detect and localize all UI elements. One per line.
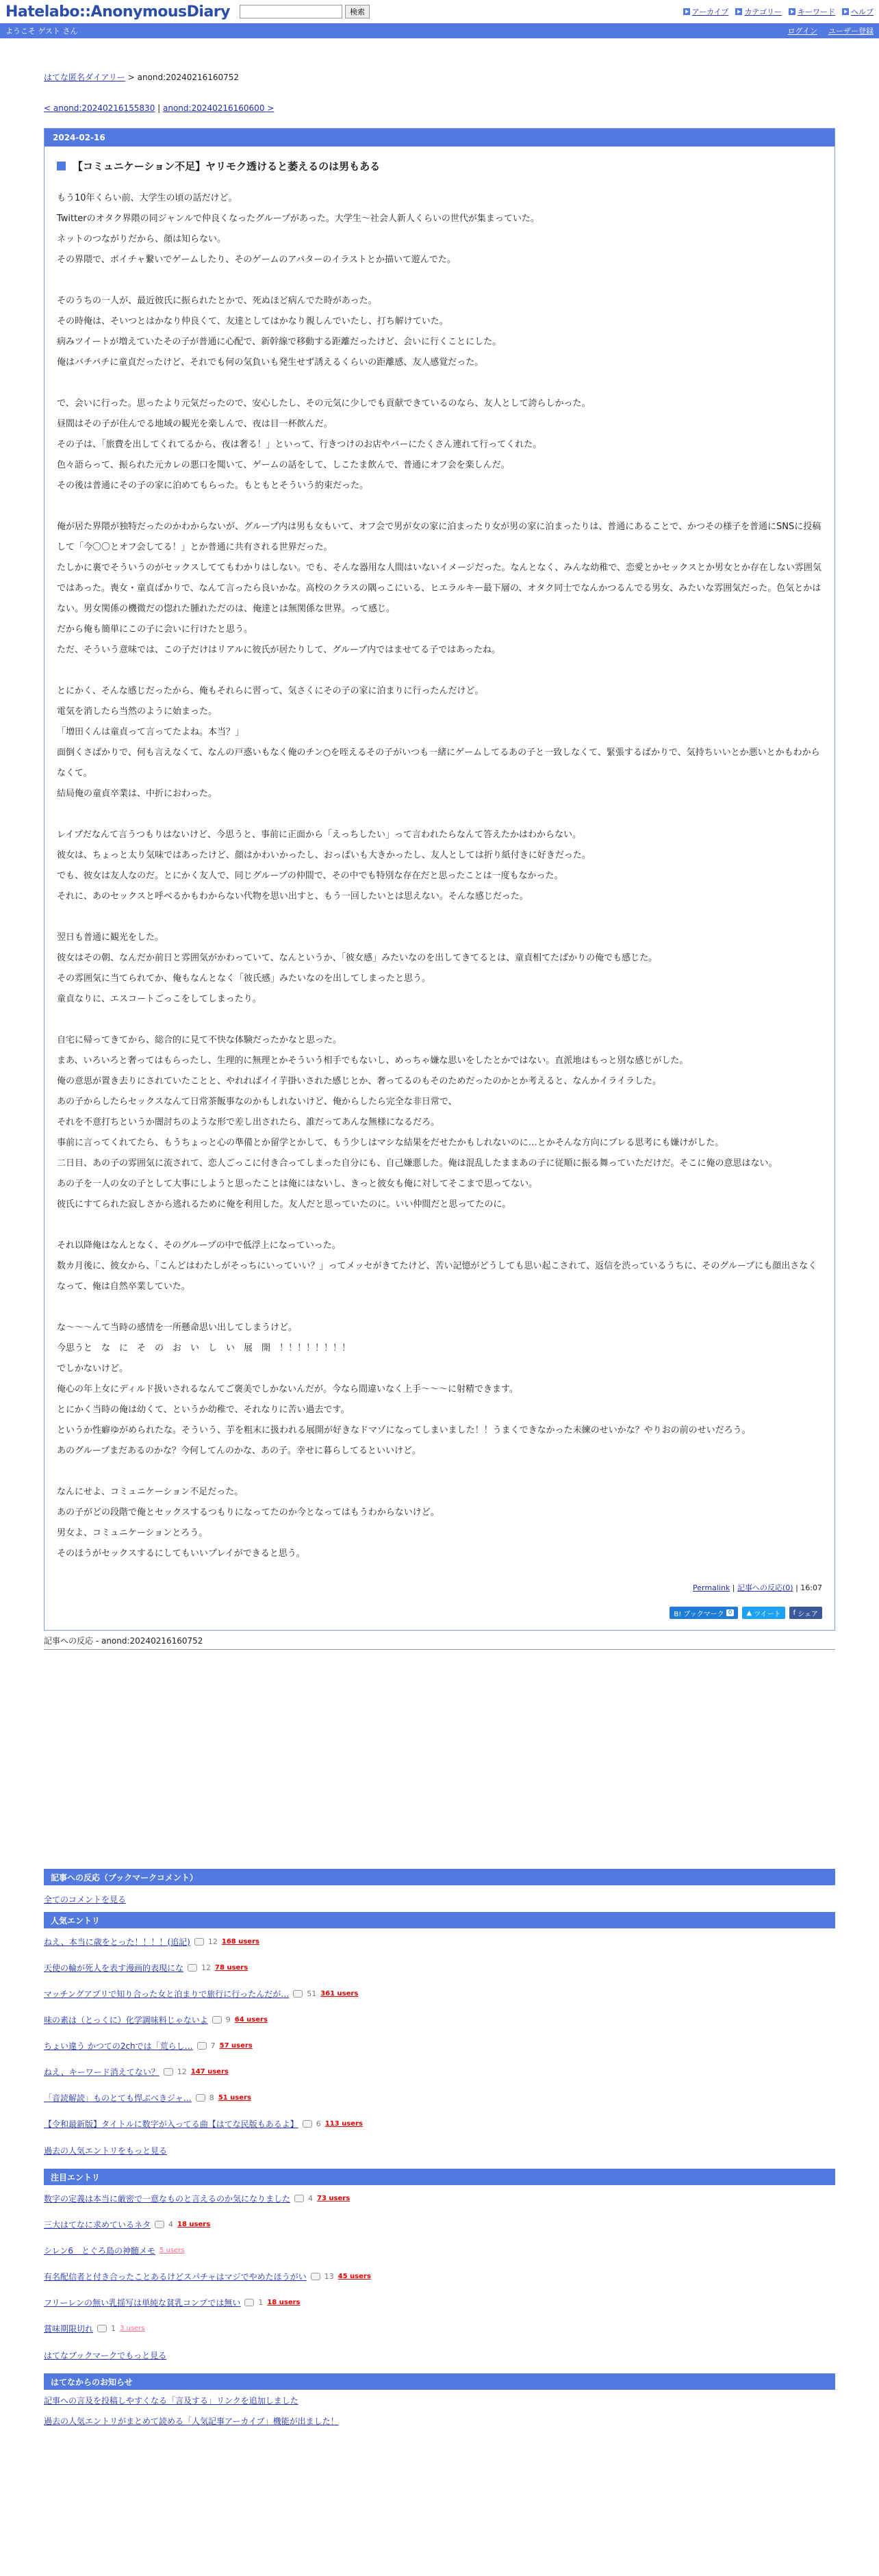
users-badge[interactable]: 78 users [215, 1963, 249, 1972]
comment-icon [188, 1964, 197, 1972]
breadcrumb-home-link[interactable]: はてな匿名ダイアリー [44, 73, 125, 82]
main-content [44, 38, 835, 2431]
entry-paragraph: 彼女はその朝、なんだか前日と雰囲気がかわっていて、なんというか、「彼女感」みたいなのを出してきてるとは、童貞相てたばかりの俺でも感じた。 [57, 953, 658, 963]
footer-separator: | [793, 1583, 801, 1592]
arrow-right-icon [735, 8, 742, 15]
entry-link[interactable]: 【令和最新版】タイトルに数字が入ってる曲【はてな民版もあるよ】 [44, 2119, 298, 2129]
entry-link[interactable]: 賞味期限切れ [44, 2323, 94, 2334]
pager [44, 103, 835, 113]
facebook-icon: f [793, 1609, 796, 1617]
comment-icon [244, 2299, 254, 2306]
top-nav [683, 6, 874, 17]
arrow-right-icon [683, 8, 690, 15]
entry-paragraph: その時俺は、そいつとはかなり仲良くて、友達としてはかなり親しんでいたし、打ち解けていた。 [57, 316, 448, 327]
entry-paragraph: そのうちの一人が、最近彼氏に振られたとかで、死ぬほど病んでた時があった。 [57, 296, 377, 306]
entry-paragraph: 事前に言ってくれてたら、もうちょっと心の準備とか留学とかして、もう少しはマシな結果をだせたかもしれないのに…とかそんな方向にブレる思考にも嫌けがした。 [57, 1138, 724, 1148]
entry-time: 16:07 [800, 1583, 822, 1592]
featured-list [44, 2185, 835, 2341]
site-logo[interactable]: Hatelabo::AnonymousDiary [5, 3, 230, 21]
comment-count: 8 [209, 2093, 214, 2102]
entry-paragraph [57, 496, 822, 517]
entry-paragraph: 俺が居た界隈が独特だったのかわからないが、グループ内は男も女もいて、オフ会で男が女の家に泊まったり女が男の家に泊まったりは、普通にあることで、かつその様子を普通にSNSに投稿して「今〇〇とオフ会してる！」とか普通に共有される世界だった。 [57, 522, 821, 552]
entry-paragraph: 病みツイートが増えていたその子が普通に心配で、新幹線で移動する距離だったけど、会いに行くことにした。 [57, 337, 502, 347]
entry-paragraph: 二日目、あの子の雰囲気に流されて、恋人ごっこに付き合ってしまった自分にも、自己嫌悪した。俺は混乱したままあの子に従順に振る舞っていただけだ。そこに俺の意思はない。 [57, 1158, 778, 1169]
entry-paragraph: 自宅に帰ってきてから、総合的に見て不快な体験だったかなと思った。 [57, 1035, 342, 1045]
reaction-line: 記事への反応 - anond:20240216160752 [44, 1631, 835, 1650]
users-badge[interactable]: 18 users [267, 2298, 301, 2306]
bird-icon: ▲ [746, 1609, 752, 1617]
welcome-text: ようこそ ゲスト さん [5, 27, 78, 36]
entry-paragraph: な〜〜〜んて当時の感情を一所懸命思い出してしまうけど。 [57, 1323, 298, 1333]
breadcrumb-current: anond:20240216160752 [137, 73, 240, 82]
entry-paragraph [57, 1462, 822, 1482]
entry-link[interactable]: ちょい違う かつての2chでは「荒らし… [44, 2041, 193, 2051]
users-badge[interactable]: 73 users [317, 2194, 351, 2202]
entry-title-text: 【コミュニケーション不足】ヤリモク透けると萎えるのは男もある [73, 160, 381, 173]
entry-paragraph: というか性癖ゆがめられたな。そういう、芋を粗末に扱われる展開が好きなドマゾになってしまいました！！うまくできなかった未練のせいかな？やりおの前のせいだろう。 [57, 1425, 751, 1436]
users-badge[interactable]: 147 users [190, 2067, 229, 2076]
bookmark-section-header: 記事への反応（ブックマークコメント） [44, 1869, 835, 1885]
bookmark-section-body [44, 1885, 835, 1912]
nav-item-keyword[interactable] [789, 6, 835, 17]
entry-paragraph: その後は普通にその子の家に泊めてもらった。もともとそういう約束だった。 [57, 481, 369, 491]
comment-count: 51 [307, 1989, 317, 1998]
share-row [57, 1607, 822, 1619]
comment-count: 7 [210, 2041, 216, 2050]
hatena-bookmark-button[interactable] [670, 1607, 738, 1619]
tweet-label: ツイート [754, 1610, 781, 1618]
permalink-link[interactable]: Permalink [693, 1583, 730, 1592]
comment-icon [196, 2094, 205, 2102]
nav-link-help[interactable]: ヘルプ [851, 8, 874, 16]
entry-paragraph: その子は、「旅費を出してくれてるから、夜は奢る！」といって、行きつけのお店やバーにたくさん連れて行ってくれた。 [57, 439, 542, 450]
entry-link[interactable]: マッチングアプリで知り合った女と泊まりで旅行に行ったんだが… [44, 1989, 290, 1999]
users-badge[interactable]: 64 users [234, 2015, 268, 2024]
entry-paragraph [57, 1297, 822, 1318]
entry-paragraph: それを不意打ちというか闇討ちのような形で差し出されたら、誰だってあんな無様になるだろ。 [57, 1117, 440, 1127]
users-badge[interactable]: 18 users [177, 2220, 211, 2228]
nav-link-keyword[interactable]: キーワード [798, 8, 835, 16]
list-item [44, 2289, 835, 2315]
entry-link[interactable]: ねえ、キーワード消えてない？ [44, 2067, 160, 2077]
list-item [44, 1980, 835, 2006]
entry-paragraph: レイプだなんて言うつもりはないけど、今思うと、事前に正面から「えっちしたい」って言われたらなんて答えたかはわからない。 [57, 830, 581, 840]
entry-paragraph: だから俺も簡単にこの子に会いに行けたと思う。 [57, 624, 253, 635]
comment-icon [155, 2221, 164, 2228]
users-badge[interactable]: 51 users [218, 2093, 251, 2102]
entry-paragraph: 俺はバチバチに童貞だったけど、それでも何の気負いも発生せず誘えるくらいの距離感、友人感覚だった。 [57, 357, 484, 368]
notice-section-header: はてなからのお知らせ [44, 2373, 835, 2390]
top-bar [0, 0, 879, 23]
entry-paragraph [57, 1010, 822, 1030]
footer-separator: | [730, 1583, 737, 1592]
share-label: シェア [798, 1610, 818, 1618]
breadcrumb-separator: > [125, 73, 138, 82]
comment-count: 4 [168, 2219, 174, 2229]
featured-section-header: 注目エントリ [44, 2169, 835, 2185]
entry-paragraph: Twitterのオタク界隈の同ジャンルで仲良くなったグループがあった。大学生〜社会人新人くらいの世代が集まっていた。 [57, 214, 539, 224]
entry-paragraph: とにかく、そんな感じだったから、俺もそれらに習って、気さくにその子の家に泊まりに行ったんだけど。 [57, 686, 484, 696]
entry-paragraph: ネットのつながりだから、顔は知らない。 [57, 234, 227, 244]
popular-more-link[interactable]: 過去の人気エントリをもっと見る [44, 2146, 168, 2156]
comment-icon [197, 2042, 207, 2050]
comment-icon [293, 1990, 303, 1998]
list-item [44, 2006, 835, 2032]
comment-count: 12 [177, 2067, 187, 2076]
list-item [44, 2032, 835, 2058]
entry-paragraph: なんにせよ、コミュニケーション不足だった。 [57, 1487, 244, 1497]
entry-paragraph: 今思うと な に そ の お い し い 展 開 ！！！！！！！！ [57, 1343, 351, 1353]
entry-paragraph: でしかないけど。 [57, 1364, 129, 1374]
list-item [44, 2211, 835, 2237]
entry-body [57, 188, 822, 1564]
entry-paragraph: あの子を一人の女の子として大事にしようと思ったことは俺にはないし、きっと彼女も俺に対してそこまで思ってない。 [57, 1179, 538, 1189]
reactions-link[interactable]: 記事への反応(0) [737, 1583, 793, 1592]
users-badge[interactable]: 113 users [324, 2119, 363, 2128]
login-link[interactable]: ログイン [787, 27, 817, 36]
entry-link[interactable]: 味の素は（とっくに）化学調味料じゃないよ [44, 2015, 208, 2025]
tweet-button[interactable] [742, 1607, 785, 1619]
entry-paragraph: それに、あのセックスと呼べるかもわからない代物を思い出すと、もう一回したいとは思えない。そんな感じだった。 [57, 891, 528, 902]
entry-paragraph [57, 270, 822, 291]
day-date: 2024-02-16 [44, 129, 835, 146]
entry-paragraph: 翌日も普通に観光をした。 [57, 932, 164, 943]
entry-paragraph: 色々語らって、振られた元カレの悪口を聞いて、ゲームの話をして、しこたま飲んで、普通にオフ会を楽しんだ。 [57, 460, 510, 470]
comment-icon [303, 2120, 312, 2128]
entry-paragraph: 昼間はその子が住んでる地域の観光を楽しんで、夜は目一杯飲んだ。 [57, 419, 333, 429]
user-links [788, 25, 874, 36]
comment-icon [194, 1938, 204, 1946]
entry-link[interactable]: 「音読解読」ものとても悍ぶべきジャ… [44, 2093, 192, 2103]
notice-link[interactable]: 記事への言及を投稿しやすくなる「言及する」リンクを追加しました [44, 2395, 298, 2406]
entry-paragraph: 「増田くんは童貞って言ってたよね。本当？」 [57, 727, 244, 737]
nav-item-archive[interactable] [683, 6, 729, 17]
comment-icon [212, 2016, 222, 2024]
entry-paragraph: 面倒くさばかりで、何も言えなくて、なんの戸惑いもなく俺のチン○を咥えるその子がいつも一緒にゲームしてるあの子と一致しなくて、緊張するばかりで、気持ちいいとか悪いとかもわからなくて。 [57, 748, 820, 778]
list-item [44, 2263, 835, 2289]
entry-paragraph [57, 1215, 822, 1236]
entry-paragraph: 電気を消したら当然のように始まった。 [57, 706, 218, 717]
entry-link[interactable]: 有名配信者と付き合ったことあるけどスパチャはマジでやめたほうがい [44, 2271, 307, 2282]
comment-icon [311, 2273, 320, 2280]
entry-link[interactable]: シレン6 とぐろ島の神髄メモ [44, 2245, 156, 2256]
comment-icon [294, 2195, 304, 2202]
search-input[interactable] [240, 5, 342, 18]
entry-paragraph: ただ、そういう意味では、この子だけはリアルに彼氏が居たりして、グループ内ではませてる子ではあったね。 [57, 645, 501, 655]
list-item [44, 2110, 835, 2137]
list-item [44, 1954, 835, 1980]
users-badge[interactable]: 3 users [120, 2324, 145, 2332]
entry-paragraph: あのグループまだあるのかな？今何してんのかな、あの子。幸せに暮らしてるといいけど。 [57, 1446, 421, 1456]
users-badge[interactable]: 5 users [160, 2246, 185, 2254]
user-bar [0, 23, 879, 38]
comment-icon [97, 2325, 107, 2332]
comment-count: 4 [308, 2193, 314, 2203]
featured-more [44, 2341, 835, 2373]
comment-count: 6 [316, 2119, 321, 2128]
entry-paragraph: たしかに裏でそういうのがセックスしててもわかりはしない。でも、そんな器用な人間はいないイメージだった。なんとなく、みんな幼稚で、恋愛とかセックスとか男女とか存在しない雰囲気ではあった。喪女・童貞ばかりで、なんて言ったら良いかな。高校のクラスの隅っこにいる、ヒエラルキー最下層の、オタク同士でなんかつるんでる男女、みたいな雰囲気だった。色気とかはない。男女関係の機微だの惚れた腫れただのは、俺達とは無関係な世界。って感じ。 [57, 563, 821, 614]
nav-item-category[interactable] [735, 6, 782, 17]
entry-paragraph: もう10年くらい前、大学生の頃の話だけど。 [57, 193, 238, 203]
entry-link[interactable]: 天使の輪が死人を表す漫画的表現にな [44, 1963, 184, 1973]
bookmark-count: 0 [726, 1609, 735, 1616]
entry-paragraph: で、会いに行った。思ったより元気だったので、安心したし、その元気に少しでも貢献できているのなら、友人として誇らしかった。 [57, 398, 591, 409]
pager-separator: | [155, 103, 163, 113]
list-item [44, 2058, 835, 2084]
entry-paragraph: その雰囲気に当てられてか、俺もなんとなく「彼氏感」みたいなのを出してしまったと思う。 [57, 973, 431, 984]
entry-paragraph: あの子からしたらセックスなんて日常茶飯事なのかもしれないけど、俺からしたら完全な非日常で、 [57, 1097, 457, 1107]
entry-link[interactable]: 三大はてなに求めているネタ [44, 2219, 151, 2230]
users-badge[interactable]: 57 users [219, 2041, 253, 2050]
nav-item-help[interactable] [842, 6, 874, 17]
comment-count: 12 [207, 1937, 218, 1946]
entry-paragraph [57, 661, 822, 681]
comment-count: 1 [111, 2323, 116, 2333]
entry-paragraph: でも、彼女は友人なのだ。とにかく友人で、同じグループの仲間で、その中でも特別な存在だと思ったことは一度もなかった。 [57, 871, 563, 881]
facebook-share-button[interactable] [789, 1607, 822, 1619]
comment-count: 12 [201, 1963, 212, 1972]
entry-link[interactable]: ねえ、本当に歳をとった！！！！(追記) [44, 1937, 190, 1947]
users-badge[interactable]: 361 users [320, 1989, 359, 1998]
bookmark-label: B! ブックマーク [674, 1610, 724, 1618]
arrow-right-icon [789, 8, 795, 15]
entry-paragraph [57, 907, 822, 928]
comment-count: 9 [225, 2015, 231, 2024]
entry-paragraph: その界隈で、ボイチャ繋いでゲームしたり、そのゲームのアバターのイラストとか描いて遊んでた。 [57, 255, 456, 265]
notice-item [44, 2410, 835, 2431]
entry-paragraph: あの子がどの段階で俺とセックスするつもりになってたのか今となってはもうわからないけど。 [57, 1507, 440, 1518]
entry-link[interactable]: 数字の定義は本当に厳密で一意なものと言えるのか気になりました [44, 2193, 291, 2204]
featured-more-link[interactable]: はてなブックマークでもっと見る [44, 2351, 167, 2360]
entry-paragraph: それ以降俺はなんとなく、そのグループの中で低浮上になっていった。 [57, 1240, 341, 1251]
entry-paragraph: 俺心の年上女にディルド扱いされるなんてご褒美でしかないんだが。今なら間違いなく上手〜〜〜に射精できます。 [57, 1384, 518, 1394]
entry-paragraph: 彼氏にすてられた寂しさから逃れるために俺を利用した。友人だと思っていたのに。いい仲間だと思ってたのに。 [57, 1199, 511, 1210]
prev-entry-link[interactable]: < anond:20240216155830 [44, 103, 155, 113]
popular-section-header: 人気エントリ [44, 1912, 835, 1928]
nav-link-category[interactable]: カテゴリー [744, 8, 782, 16]
users-badge[interactable]: 45 users [337, 2272, 371, 2280]
entry-paragraph: まあ、いろいろと奢ってはもらったし、生理的に無理とかそういう相手でもないし、めっちゃ嫌な思いをしたとかではない。直派地はもっと別な感じがした。 [57, 1056, 689, 1066]
list-item [44, 2237, 835, 2263]
notice-item [44, 2390, 835, 2410]
notice-link[interactable]: 過去の人気エントリがまとめて読める「人気記事アーカイブ」機能が出ました！ [44, 2416, 339, 2426]
users-badge[interactable]: 168 users [221, 1937, 259, 1946]
ad-space [44, 1650, 835, 1869]
list-item [44, 2315, 835, 2341]
comment-icon [164, 2068, 173, 2076]
comment-count: 13 [324, 2271, 334, 2281]
search-button[interactable]: 検索 [345, 5, 370, 18]
entry-paragraph: 童貞なりに、エスコートごっこをしてしまったり。 [57, 994, 262, 1004]
popular-list [44, 1928, 835, 2137]
entry-title [57, 159, 822, 173]
square-icon [57, 162, 66, 170]
all-comments-link[interactable]: 全てのコメントを見る [44, 1895, 127, 1904]
entry-paragraph [57, 373, 822, 394]
entry-footer [57, 1582, 822, 1593]
list-item [44, 2185, 835, 2211]
entry-paragraph: そのほうがセックスするにしてもいいプレイができると思う。 [57, 1548, 305, 1559]
entry-paragraph: 彼女は、ちょっと太り気味ではあったけど、顔はかわいかったし、おっぱいも大きかったし、友人としては折り紙付きに好きだった。 [57, 850, 591, 860]
entry-paragraph: 数カ月後に、彼女から、「こんどはわたしがそっちにいっていい？」ってメッセがきてたけど、苦い記憶がどうしても思い起こされて、返信を渋っているうちに、そのグループにも顔出さなくなって、俺は自然卒業していた。 [57, 1261, 817, 1292]
notice-list [44, 2390, 835, 2431]
list-item [44, 2084, 835, 2110]
popular-more [44, 2137, 835, 2169]
next-entry-link[interactable]: anond:20240216160600 > [163, 103, 275, 113]
entry-paragraph: 結局俺の童貞卒業は、中折におわった。 [57, 789, 217, 799]
breadcrumb [44, 71, 835, 83]
nav-link-archive[interactable]: アーカイブ [691, 8, 729, 16]
entry-link[interactable]: フリーレンの無い乳揺写は単純な貧乳コンプでは無い [44, 2297, 241, 2308]
register-link[interactable]: ユーザー登録 [828, 27, 874, 36]
entry [44, 146, 835, 1630]
entry-paragraph: とにかく当時の俺は幼くて、というか幼稚で、それなりに苦い過去です。 [57, 1405, 350, 1415]
comment-count: 1 [258, 2297, 264, 2307]
entry-paragraph [57, 804, 822, 825]
list-item [44, 1928, 835, 1954]
arrow-right-icon [842, 8, 849, 15]
day-section [44, 128, 835, 1631]
entry-paragraph: 男女よ、コミュニケーションとろう。 [57, 1528, 208, 1538]
entry-paragraph: 俺の意思が置き去りにされていたことと、やれればイイ芋掛いされた感じとか、奢ってるのもそのためだったのかとか考えると、なんかイライラした。 [57, 1076, 661, 1086]
